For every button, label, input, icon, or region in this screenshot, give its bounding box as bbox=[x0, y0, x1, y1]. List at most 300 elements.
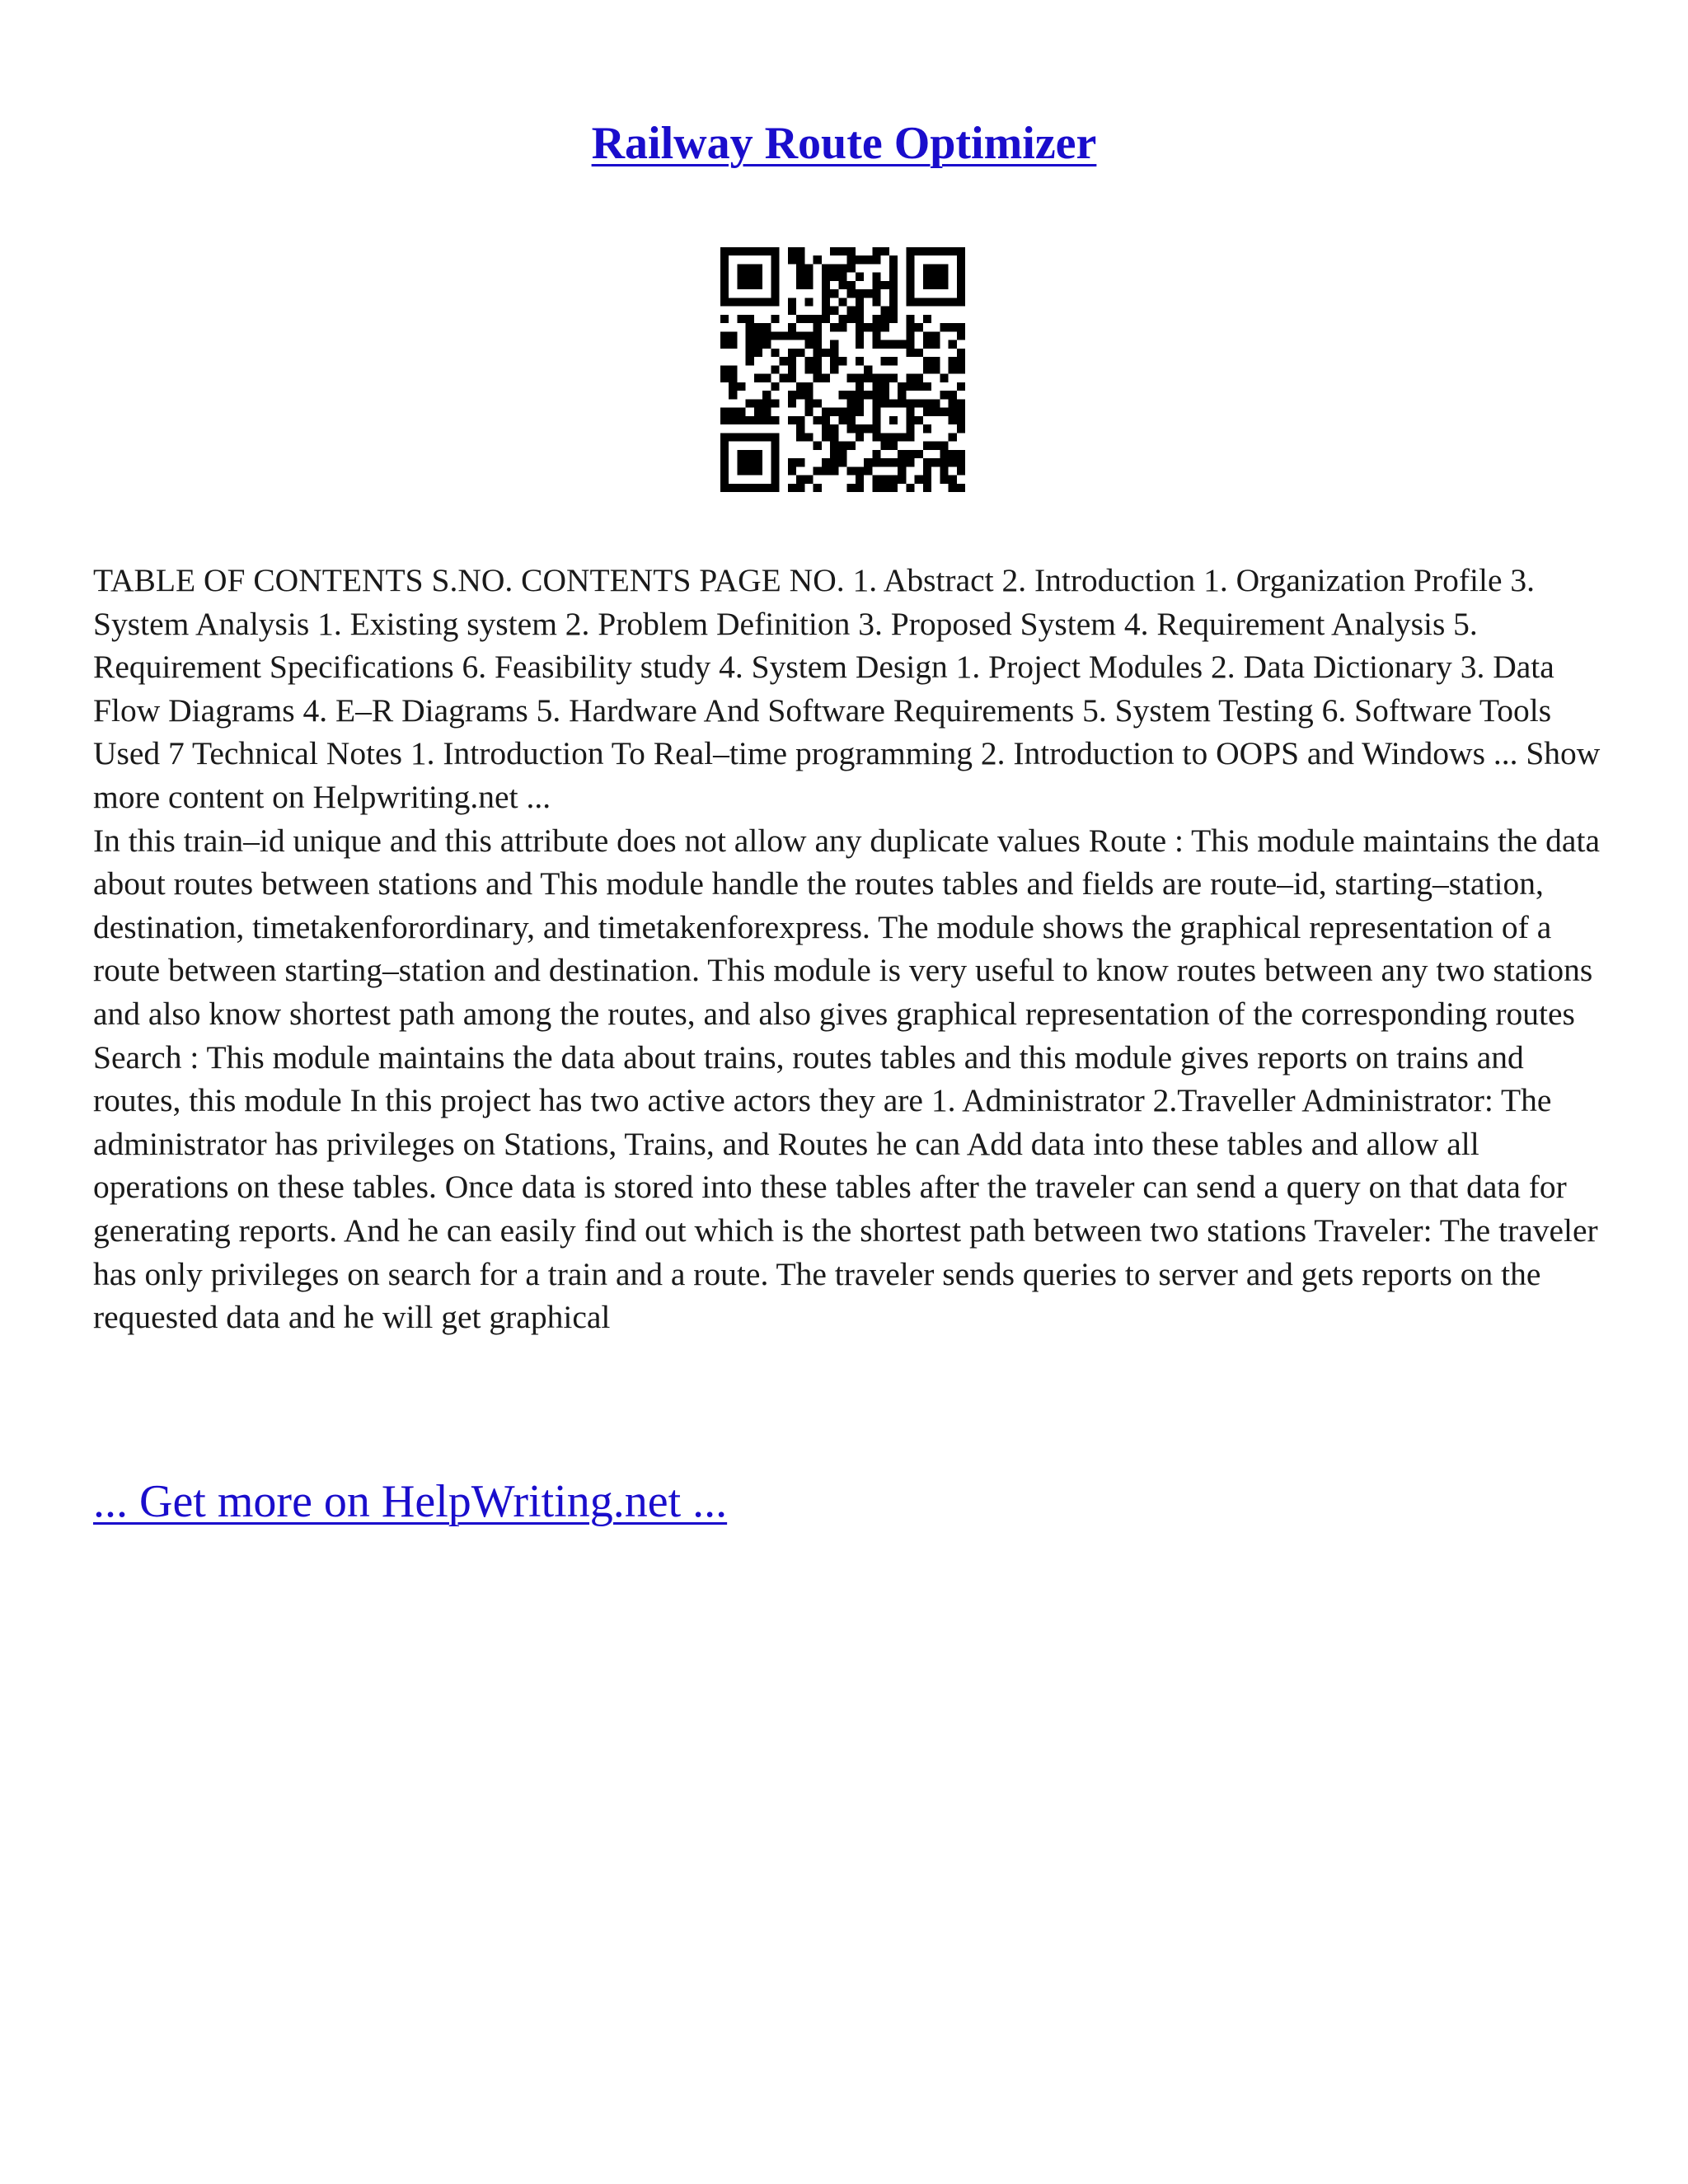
qr-module bbox=[847, 247, 856, 255]
qr-module bbox=[847, 264, 856, 272]
qr-module bbox=[915, 323, 923, 331]
qr-module bbox=[804, 264, 813, 272]
qr-module bbox=[830, 365, 838, 373]
qr-module bbox=[940, 408, 948, 416]
qr-module bbox=[737, 466, 745, 475]
qr-module bbox=[889, 458, 898, 466]
qr-module bbox=[838, 458, 846, 466]
qr-module bbox=[737, 298, 745, 306]
qr-module bbox=[940, 458, 948, 466]
qr-module bbox=[923, 484, 931, 492]
qr-module bbox=[906, 450, 914, 458]
qr-module bbox=[754, 281, 762, 289]
qr-module bbox=[796, 349, 804, 357]
qr-module bbox=[957, 349, 965, 357]
qr-module bbox=[923, 399, 931, 407]
qr-module bbox=[906, 399, 914, 407]
qr-module bbox=[796, 476, 804, 484]
qr-module bbox=[771, 247, 779, 255]
qr-module bbox=[796, 247, 804, 255]
qr-module bbox=[872, 298, 880, 306]
qr-module bbox=[949, 340, 957, 349]
qr-module bbox=[729, 484, 737, 492]
qr-module bbox=[830, 408, 838, 416]
qr-module bbox=[931, 442, 940, 450]
qr-module bbox=[889, 340, 898, 349]
qr-module bbox=[856, 315, 864, 323]
qr-module bbox=[923, 382, 931, 391]
qr-module bbox=[838, 323, 846, 331]
qr-module bbox=[804, 433, 813, 441]
qr-module bbox=[872, 391, 880, 399]
qr-module bbox=[762, 374, 771, 382]
qr-module bbox=[814, 442, 822, 450]
qr-module bbox=[729, 247, 737, 255]
qr-module bbox=[788, 399, 796, 407]
qr-module bbox=[780, 374, 788, 382]
qr-module bbox=[737, 382, 745, 391]
qr-module bbox=[830, 433, 838, 441]
qr-module bbox=[864, 391, 872, 399]
qr-module bbox=[754, 298, 762, 306]
qr-module bbox=[762, 399, 771, 407]
qr-module bbox=[762, 484, 771, 492]
qr-module bbox=[898, 391, 906, 399]
qr-module bbox=[822, 433, 830, 441]
qr-module bbox=[771, 331, 779, 340]
qr-module bbox=[931, 357, 940, 365]
qr-module bbox=[754, 264, 762, 272]
qr-module bbox=[906, 340, 914, 349]
qr-module bbox=[746, 458, 754, 466]
qr-module bbox=[754, 416, 762, 424]
qr-module bbox=[847, 281, 856, 289]
qr-module bbox=[838, 391, 846, 399]
qr-module bbox=[856, 357, 864, 365]
qr-module bbox=[720, 298, 729, 306]
qr-module bbox=[957, 281, 965, 289]
qr-module bbox=[864, 374, 872, 382]
qr-module bbox=[957, 484, 965, 492]
qr-module bbox=[814, 255, 822, 264]
qr-module bbox=[720, 450, 729, 458]
qr-module bbox=[838, 281, 846, 289]
qr-module bbox=[898, 433, 906, 441]
more-link-container bbox=[93, 1475, 727, 1528]
qr-module bbox=[830, 289, 838, 298]
qr-module bbox=[915, 399, 923, 407]
qr-module bbox=[788, 349, 796, 357]
qr-module bbox=[889, 442, 898, 450]
qr-module bbox=[771, 458, 779, 466]
qr-module bbox=[940, 476, 948, 484]
qr-module bbox=[923, 340, 931, 349]
qr-module bbox=[771, 476, 779, 484]
qr-module bbox=[864, 424, 872, 433]
qr-module bbox=[889, 315, 898, 323]
qr-module bbox=[804, 298, 813, 306]
qr-module bbox=[746, 281, 754, 289]
qr-module bbox=[856, 391, 864, 399]
qr-module bbox=[754, 340, 762, 349]
qr-module bbox=[881, 458, 889, 466]
qr-module bbox=[788, 391, 796, 399]
qr-module bbox=[872, 273, 880, 281]
qr-module bbox=[746, 331, 754, 340]
title-container bbox=[0, 117, 1688, 170]
qr-module bbox=[729, 331, 737, 340]
qr-module bbox=[746, 273, 754, 281]
qr-module bbox=[931, 399, 940, 407]
qr-module bbox=[906, 273, 914, 281]
qr-module bbox=[754, 458, 762, 466]
qr-module bbox=[796, 331, 804, 340]
qr-module bbox=[915, 450, 923, 458]
qr-module bbox=[872, 450, 880, 458]
qr-module bbox=[822, 264, 830, 272]
qr-module bbox=[864, 458, 872, 466]
description-paragraph: In this train–id unique and this attribute does not allow any duplicate values Route : This module maintains the data about routes between stations and This module handle the routes tables and fields are route–id, starting–station, destination, timetakenforordinary, and timetakenforexpress. The module shows the graphical representation of a route between starting–station and destination. This module is very useful to know routes between any two stations and also know shortest path among the routes, and also gives graphical representation of the corresponding routes Search : This module maintains the data about trains, routes tables and this module gives reports on trains and routes, this module In this project has two active actors they are 1. Administrator 2.Traveller Administrator: The administrator has privileges on Stations, Trains, and Routes he can Add data into these tables and allow all operations on these tables. Once data is stored into these tables after the traveler can send a query on that data for generating reports. And he can easily find out which is the shortest path between two stations Traveler: The traveler has only privileges on search for a train and a route. The traveler sends queries to server and gets reports on the requested data and he will get graphical bbox=[93, 822, 1600, 1336]
qr-module bbox=[949, 433, 957, 441]
qr-module bbox=[889, 255, 898, 264]
qr-module bbox=[771, 273, 779, 281]
qr-module bbox=[814, 331, 822, 340]
qr-module bbox=[923, 365, 931, 373]
qr-module bbox=[746, 466, 754, 475]
qr-module bbox=[822, 298, 830, 306]
qr-module bbox=[898, 382, 906, 391]
qr-module bbox=[957, 458, 965, 466]
qr-module bbox=[847, 315, 856, 323]
qr-module bbox=[804, 340, 813, 349]
qr-module bbox=[889, 281, 898, 289]
qr-module bbox=[796, 315, 804, 323]
qr-module bbox=[814, 315, 822, 323]
qr-module bbox=[737, 433, 745, 441]
qr-module bbox=[771, 399, 779, 407]
qr-module bbox=[830, 340, 838, 349]
qr-module bbox=[915, 374, 923, 382]
qr-module bbox=[720, 416, 729, 424]
qr-module bbox=[729, 416, 737, 424]
qr-module bbox=[872, 484, 880, 492]
qr-module bbox=[830, 442, 838, 450]
qr-module bbox=[847, 466, 856, 475]
qr-module bbox=[804, 408, 813, 416]
qr-module bbox=[771, 450, 779, 458]
qr-module bbox=[906, 484, 914, 492]
qr-module bbox=[949, 357, 957, 365]
qr-module bbox=[838, 298, 846, 306]
qr-module bbox=[940, 273, 948, 281]
qr-module bbox=[838, 408, 846, 416]
qr-module bbox=[788, 458, 796, 466]
qr-module bbox=[746, 349, 754, 357]
qr-module bbox=[754, 273, 762, 281]
qr-module bbox=[729, 340, 737, 349]
qr-module bbox=[949, 408, 957, 416]
qr-module bbox=[729, 365, 737, 373]
qr-module bbox=[771, 365, 779, 373]
qr-module bbox=[838, 416, 846, 424]
qr-module bbox=[720, 484, 729, 492]
qr-module bbox=[923, 247, 931, 255]
qr-module bbox=[754, 349, 762, 357]
qr-code-icon bbox=[720, 247, 965, 492]
qr-module bbox=[814, 323, 822, 331]
qr-module bbox=[856, 484, 864, 492]
qr-module bbox=[949, 298, 957, 306]
qr-module bbox=[872, 476, 880, 484]
qr-module bbox=[804, 331, 813, 340]
qr-module bbox=[872, 416, 880, 424]
qr-module bbox=[847, 408, 856, 416]
qr-module bbox=[720, 289, 729, 298]
qr-module bbox=[746, 416, 754, 424]
qr-module bbox=[881, 307, 889, 315]
qr-module bbox=[822, 408, 830, 416]
qr-module bbox=[881, 391, 889, 399]
qr-module bbox=[949, 458, 957, 466]
qr-module bbox=[906, 315, 914, 323]
qr-module bbox=[737, 264, 745, 272]
qr-module bbox=[931, 273, 940, 281]
qr-module bbox=[746, 357, 754, 365]
qr-module bbox=[771, 416, 779, 424]
qr-module bbox=[746, 315, 754, 323]
qr-module bbox=[788, 365, 796, 373]
qr-module bbox=[814, 466, 822, 475]
qr-module bbox=[957, 289, 965, 298]
qr-module bbox=[949, 323, 957, 331]
qr-module bbox=[788, 247, 796, 255]
qr-module bbox=[940, 450, 948, 458]
qr-module bbox=[898, 458, 906, 466]
qr-module bbox=[771, 298, 779, 306]
qr-module bbox=[856, 374, 864, 382]
qr-module bbox=[923, 458, 931, 466]
qr-module bbox=[804, 476, 813, 484]
qr-module bbox=[729, 382, 737, 391]
qr-module bbox=[957, 408, 965, 416]
qr-module bbox=[771, 466, 779, 475]
qr-module bbox=[906, 424, 914, 433]
qr-module bbox=[957, 247, 965, 255]
qr-module bbox=[771, 255, 779, 264]
qr-module bbox=[720, 255, 729, 264]
qr-module bbox=[796, 273, 804, 281]
qr-module bbox=[957, 264, 965, 272]
qr-module bbox=[746, 323, 754, 331]
qr-module bbox=[754, 399, 762, 407]
qr-module bbox=[940, 442, 948, 450]
qr-module bbox=[872, 374, 880, 382]
qr-module bbox=[864, 323, 872, 331]
qr-module bbox=[754, 323, 762, 331]
qr-module bbox=[762, 298, 771, 306]
qr-module bbox=[788, 307, 796, 315]
qr-module bbox=[881, 340, 889, 349]
qr-module bbox=[872, 281, 880, 289]
qr-module bbox=[881, 315, 889, 323]
qr-module bbox=[931, 298, 940, 306]
qr-module bbox=[771, 484, 779, 492]
qr-module bbox=[822, 315, 830, 323]
qr-module bbox=[931, 408, 940, 416]
qr-module bbox=[864, 466, 872, 475]
qr-module bbox=[931, 331, 940, 340]
qr-module bbox=[889, 433, 898, 441]
qr-module bbox=[872, 458, 880, 466]
qr-module bbox=[720, 340, 729, 349]
qr-module bbox=[872, 323, 880, 331]
qr-module bbox=[872, 382, 880, 391]
qr-module bbox=[889, 298, 898, 306]
qr-module bbox=[881, 399, 889, 407]
qr-module bbox=[957, 416, 965, 424]
qr-module bbox=[923, 264, 931, 272]
qr-module bbox=[881, 484, 889, 492]
qr-module bbox=[872, 331, 880, 340]
page-title-link[interactable]: Railway Route Optimizer bbox=[591, 118, 1097, 169]
qr-module bbox=[814, 340, 822, 349]
qr-module bbox=[906, 298, 914, 306]
qr-module bbox=[804, 399, 813, 407]
qr-module bbox=[729, 391, 737, 399]
qr-module bbox=[949, 484, 957, 492]
qr-module bbox=[754, 484, 762, 492]
qr-module bbox=[957, 273, 965, 281]
qr-module bbox=[949, 399, 957, 407]
qr-module bbox=[822, 307, 830, 315]
qr-module bbox=[830, 247, 838, 255]
qr-module bbox=[754, 466, 762, 475]
qr-module bbox=[822, 466, 830, 475]
qr-module bbox=[898, 340, 906, 349]
qr-module bbox=[762, 340, 771, 349]
qr-module bbox=[788, 331, 796, 340]
qr-module bbox=[746, 484, 754, 492]
qr-module bbox=[830, 323, 838, 331]
qr-module bbox=[872, 247, 880, 255]
qr-module bbox=[881, 323, 889, 331]
qr-module bbox=[814, 484, 822, 492]
qr-module bbox=[847, 442, 856, 450]
qr-module bbox=[889, 273, 898, 281]
qr-module bbox=[940, 298, 948, 306]
qr-module bbox=[881, 357, 889, 365]
qr-module bbox=[906, 247, 914, 255]
qr-module bbox=[923, 466, 931, 475]
qr-module bbox=[847, 374, 856, 382]
qr-module bbox=[822, 281, 830, 289]
qr-module bbox=[720, 273, 729, 281]
qr-module bbox=[762, 331, 771, 340]
qr-module bbox=[915, 247, 923, 255]
qr-module bbox=[923, 273, 931, 281]
qr-module bbox=[949, 365, 957, 373]
qr-module bbox=[720, 433, 729, 441]
qr-module bbox=[720, 374, 729, 382]
qr-module bbox=[856, 476, 864, 484]
qr-module bbox=[720, 458, 729, 466]
qr-module bbox=[804, 391, 813, 399]
qr-module bbox=[915, 298, 923, 306]
qr-module bbox=[915, 476, 923, 484]
qr-module bbox=[847, 289, 856, 298]
qr-module bbox=[931, 281, 940, 289]
qr-module bbox=[847, 255, 856, 264]
qr-module bbox=[771, 315, 779, 323]
qr-module bbox=[940, 281, 948, 289]
qr-module bbox=[754, 450, 762, 458]
qr-module bbox=[796, 424, 804, 433]
qr-module bbox=[737, 416, 745, 424]
qr-module bbox=[737, 315, 745, 323]
qr-module bbox=[906, 331, 914, 340]
qr-module bbox=[847, 307, 856, 315]
qr-module bbox=[838, 357, 846, 365]
qr-module bbox=[754, 247, 762, 255]
qr-module bbox=[864, 289, 872, 298]
qr-module bbox=[796, 416, 804, 424]
qr-module bbox=[906, 264, 914, 272]
qr-module bbox=[720, 331, 729, 340]
qr-module bbox=[838, 442, 846, 450]
qr-module bbox=[838, 450, 846, 458]
table-of-contents-paragraph: TABLE OF CONTENTS S.NO. CONTENTS PAGE NO. 1. Abstract 2. Introduction 1. Organization Profile 3. System Analysis 1. Existing system 2. Problem Definition 3. Proposed System 4. Requirement Analysis 5. Requirement Specifications 6. Feasibility study 4. System Design 1. Project Modules 2. Data Dictionary 3. Data Flow Diagrams 4. E–R Diagrams 5. Hardware And Software Requirements 5. System Testing 6. Software Tools Used 7 Technical Notes 1. Introduction To Real–time programming 2. Introduction to OOPS and Windows ... Show more content on Helpwriting.net ... bbox=[93, 562, 1601, 815]
qr-module bbox=[804, 365, 813, 373]
qr-module bbox=[830, 458, 838, 466]
qr-module bbox=[737, 458, 745, 466]
qr-module bbox=[804, 281, 813, 289]
qr-module bbox=[889, 289, 898, 298]
qr-module bbox=[762, 433, 771, 441]
qr-module bbox=[881, 281, 889, 289]
qr-module bbox=[881, 247, 889, 255]
qr-module bbox=[898, 450, 906, 458]
qr-module bbox=[915, 416, 923, 424]
qr-module bbox=[780, 331, 788, 340]
qr-module bbox=[720, 408, 729, 416]
qr-module bbox=[906, 289, 914, 298]
qr-module bbox=[856, 424, 864, 433]
qr-module bbox=[847, 391, 856, 399]
qr-module bbox=[864, 255, 872, 264]
qr-module bbox=[889, 357, 898, 365]
qr-module bbox=[830, 264, 838, 272]
qr-module bbox=[881, 374, 889, 382]
qr-module bbox=[881, 476, 889, 484]
qr-module bbox=[796, 264, 804, 272]
qr-module bbox=[931, 365, 940, 373]
qr-module bbox=[915, 349, 923, 357]
qr-module bbox=[822, 273, 830, 281]
qr-module bbox=[906, 281, 914, 289]
qr-module bbox=[814, 399, 822, 407]
qr-module bbox=[872, 255, 880, 264]
qr-module bbox=[949, 416, 957, 424]
qr-module bbox=[788, 416, 796, 424]
qr-module bbox=[796, 255, 804, 264]
get-more-link[interactable]: ... Get more on HelpWriting.net ... bbox=[93, 1476, 728, 1527]
qr-module bbox=[923, 408, 931, 416]
qr-module bbox=[830, 450, 838, 458]
qr-module bbox=[931, 264, 940, 272]
qr-module bbox=[788, 357, 796, 365]
qr-module bbox=[881, 382, 889, 391]
qr-module bbox=[746, 247, 754, 255]
